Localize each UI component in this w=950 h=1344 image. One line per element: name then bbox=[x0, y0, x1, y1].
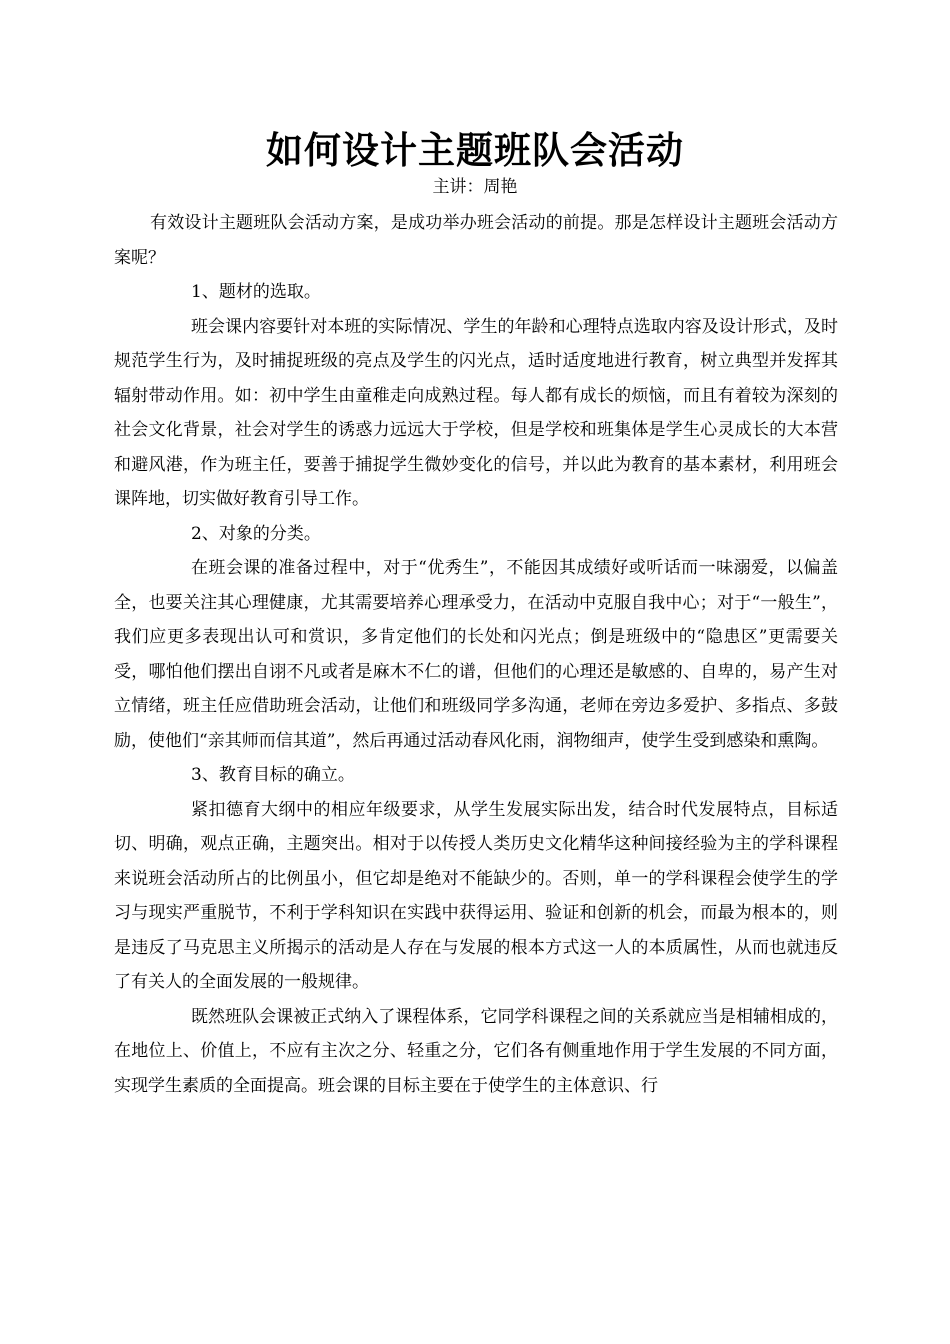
intro-paragraph: 有效设计主题班队会活动方案，是成功举办班会活动的前提。那是怎样设计主题班会活动方案呢？ bbox=[114, 213, 838, 268]
section-heading-object-classification: 2、对象的分类。 bbox=[191, 523, 321, 544]
document-title: 如何设计主题班队会活动 bbox=[266, 128, 684, 172]
topic-selection-paragraph: 班会课内容要针对本班的实际情况、学生的年龄和心理特点选取内容及设计形式，及时规范学生行为，及时捕捉班级的亮点及学生的闪光点，适时适度地进行教育，树立典型并发挥其辐射带动作用。如：初中学生由童稚走向成熟过程。每人都有成长的烦恼，而且有着较为深刻的社会文化背景，社会对学生的诱惑力远远大于学校，但是学校和班集体是学生心灵成长的大本营和避风港，作为班主任，要善于捕捉学生微妙变化的信号，并以此为教育的基本素材，利用班会课阵地，切实做好教育引导工作。 bbox=[114, 316, 838, 509]
curriculum-paragraph: 既然班队会课被正式纳入了课程体系，它同学科课程之间的关系就应当是相辅相成的，在地位上、价值上，不应有主次之分、轻重之分，它们各有侧重地作用于学生发展的不同方面，实现学生素质的全面提高。班会课的目标主要在于使学生的主体意识、行 bbox=[114, 1006, 838, 1096]
goal-setting-paragraph: 紧扣德育大纲中的相应年级要求，从学生发展实际出发，结合时代发展特点，目标适切、明确，观点正确，主题突出。相对于以传授人类历史文化精华这种间接经验为主的学科课程来说班会活动所占的比例虽小，但它却是绝对不能缺少的。否则，单一的学科课程会使学生的学习与现实严重脱节，不利于学科知识在实践中获得运用、验证和创新的机会，而最为根本的，则是违反了马克思主义所揭示的活动是人存在与发展的根本方式这一人的本质属性，从而也就违反了有关人的全面发展的一般规律。 bbox=[114, 799, 838, 992]
section-heading-topic-selection: 1、题材的选取。 bbox=[191, 282, 321, 302]
object-classification-paragraph: 在班会课的准备过程中，对于“优秀生”，不能因其成绩好或听话而一味溺爱，以偏盖全，也要关注其心理健康，尤其需要培养心理承受力，在活动中克服自我中心；对于“一般生”，我们应更多表现出认可和赏识，多肯定他们的长处和闪光点；倒是班级中的“隐患区”更需要关受，哪怕他们摆出自诩不凡或者是麻木不仁的谱，但他们的心理还是敏感的、自卑的，易产生对立情绪，班主任应借助班会活动，让他们和班级同学多沟通，老师在旁边多爱护、多指点、多鼓励，使他们“亲其师而信其道”，然后再通过活动春风化雨，润物细声，使学生受到感染和熏陶。 bbox=[114, 558, 838, 751]
document-body bbox=[114, 206, 838, 1103]
document-author: 主讲：周艳 bbox=[432, 177, 518, 197]
section-heading-goal-setting: 3、教育目标的确立。 bbox=[191, 765, 355, 785]
